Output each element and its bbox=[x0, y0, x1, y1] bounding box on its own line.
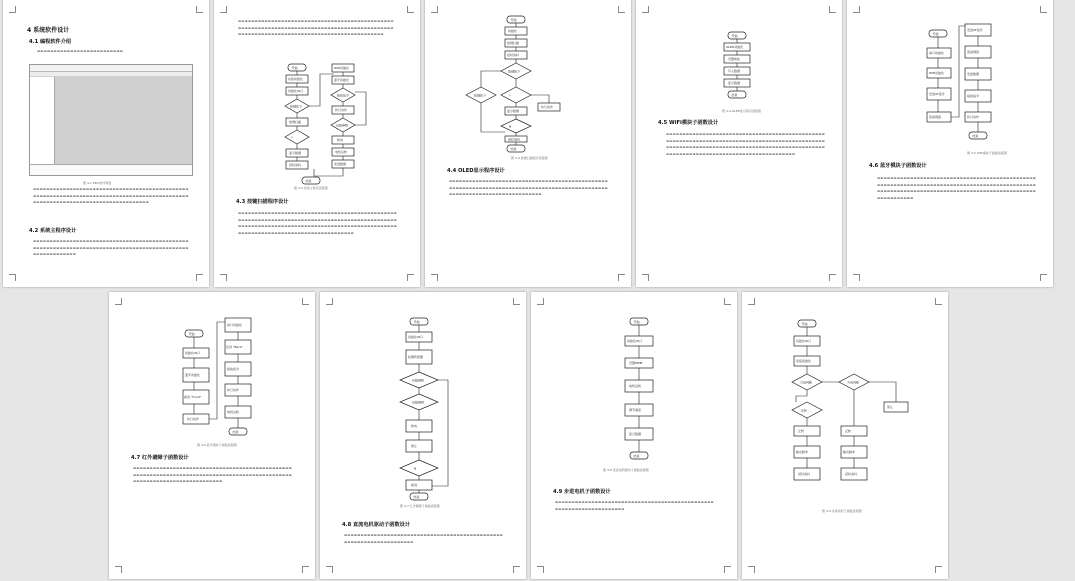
svg-text:开始: 开始 bbox=[801, 321, 808, 326]
svg-text:方向判断: 方向判断 bbox=[800, 380, 813, 385]
svg-text:执行动作: 执行动作 bbox=[335, 108, 348, 112]
body-text: ▬▬▬▬▬▬▬▬▬▬▬▬▬▬▬▬▬▬▬▬▬▬▬▬▬▬▬▬▬▬▬▬▬▬▬▬▬▬▬▬▬▬▬▬▬▬▬▬▬▬▬▬▬▬▬▬▬▬▬▬▬▬▬▬▬▬▬▬▬▬▬▬▬▬▬▬▬▬▬▬▬▬▬▬▬▬▬▬▬▬▬▬▬▬▬▬▬▬▬▬▬▬▬▬▬▬▬▬▬▬▬▬▬▬▬▬▬▬▬▬▬▬▬▬▬▬▬▬▬▬▬▬▬▬▬▬▬▬▬▬▬▬▬▬▬▬▬▬▬▬▬▬▬▬▬ bbox=[877, 176, 1036, 200]
body-text: ▬▬▬▬▬▬▬▬▬▬▬▬▬▬▬▬▬▬▬▬▬▬▬▬▬▬▬▬▬▬▬▬▬▬▬▬▬▬▬▬▬▬▬▬▬▬▬▬▬▬▬▬▬▬▬▬▬▬▬▬▬▬▬▬▬▬▬▬▬▬▬▬▬▬▬▬▬▬▬▬▬▬▬▬▬▬▬▬▬▬▬▬▬▬▬▬▬▬▬▬▬▬▬▬▬▬▬▬▬▬▬▬▬▬▬▬▬▬▬▬▬▬▬▬ bbox=[449, 179, 608, 197]
svg-text:结束: 结束 bbox=[413, 494, 420, 499]
section-heading: 4.6 蓝牙模块子函数设计 bbox=[869, 163, 927, 169]
document-page-7[interactable] bbox=[320, 292, 526, 579]
svg-text:显示数据: 显示数据 bbox=[507, 109, 520, 113]
crop-mark bbox=[196, 274, 203, 281]
body-text: ▬▬▬▬▬▬▬▬▬▬▬▬▬▬▬▬▬▬▬▬▬▬▬▬▬▬▬▬▬▬▬▬▬▬▬▬▬▬▬▬▬▬▬▬▬▬▬▬▬▬▬▬▬▬▬▬▬▬▬▬▬▬▬▬▬▬▬▬▬ bbox=[555, 500, 714, 511]
svg-text:系统初始化: 系统初始化 bbox=[796, 359, 812, 363]
svg-text:有障碍物: 有障碍物 bbox=[412, 400, 425, 405]
document-page-8[interactable] bbox=[531, 292, 737, 579]
svg-text:发送AT指令: 发送AT指令 bbox=[967, 28, 983, 32]
obstacle-flowchart bbox=[392, 316, 462, 502]
svg-text:开始: 开始 bbox=[188, 331, 195, 336]
document-page-1[interactable] bbox=[3, 0, 209, 287]
svg-text:初始化IO口: 初始化IO口 bbox=[288, 89, 304, 93]
figure-caption: 图 4-5 WiFi模块子函数流程图 bbox=[967, 151, 1007, 155]
svg-text:执行动作: 执行动作 bbox=[541, 105, 554, 109]
section-heading: 4.9 步进电机子函数设计 bbox=[553, 489, 611, 495]
svg-text:有障碍物: 有障碍物 bbox=[412, 378, 425, 383]
svg-text:执行动作: 执行动作 bbox=[967, 115, 980, 119]
document-page-2[interactable] bbox=[214, 0, 420, 287]
figure-caption: 图 4-3 按键扫描程序流程图 bbox=[511, 156, 548, 160]
svg-text:前进: 前进 bbox=[411, 483, 418, 487]
svg-text:连接网络: 连接网络 bbox=[967, 50, 980, 54]
svg-text:电机运转: 电机运转 bbox=[629, 384, 642, 388]
svg-text:显示数据: 显示数据 bbox=[289, 151, 302, 155]
section-heading: 4.3 按键扫描程序设计 bbox=[236, 199, 289, 205]
svg-text:电机运转: 电机运转 bbox=[227, 410, 240, 414]
svg-text:按键扫描: 按键扫描 bbox=[507, 41, 520, 45]
figure-caption: 图 4-6 蓝牙模块子函数流程图 bbox=[197, 443, 237, 447]
figure-caption: 图 4-2 系统主程序流程图 bbox=[294, 186, 328, 190]
svg-text:结束: 结束 bbox=[305, 178, 312, 183]
document-page-5[interactable] bbox=[847, 0, 1053, 287]
svg-text:初始化IO口: 初始化IO口 bbox=[185, 351, 201, 355]
svg-text:结束: 结束 bbox=[232, 429, 239, 434]
svg-text:反转: 反转 bbox=[845, 429, 852, 433]
body-text: ▬▬▬▬▬▬▬▬▬▬▬▬▬▬▬▬▬▬▬▬▬▬▬▬▬▬▬▬▬▬▬▬▬▬▬▬▬▬▬▬▬▬▬▬▬▬▬▬▬▬▬▬▬▬▬▬▬▬▬▬▬▬▬▬▬▬▬▬▬▬▬▬▬▬▬▬▬▬▬▬▬▬▬▬▬▬▬▬▬▬▬▬▬▬▬▬▬▬▬▬▬▬▬▬▬▬▬▬▬▬▬▬▬▬▬▬▬▬▬▬▬▬▬▬▬▬▬▬▬▬▬▬▬▬▬▬▬▬▬▬▬▬▬▬▬▬▬▬▬▬▬▬▬▬▬▬▬▬▬▬▬▬▬▬▬▬▬▬▬▬▬▬▬▬▬▬▬▬▬▬▬▬▬ bbox=[666, 132, 825, 156]
body-text: ▬▬▬▬▬▬▬▬▬▬▬▬▬▬▬▬▬▬▬▬▬▬▬▬▬▬▬▬▬▬▬▬▬▬▬▬▬▬▬▬▬▬▬▬▬▬▬▬▬▬▬▬▬▬▬▬▬▬▬▬▬▬▬▬▬▬▬▬▬ bbox=[344, 533, 503, 544]
svg-text:延时消抖: 延时消抖 bbox=[845, 472, 858, 476]
svg-text:停止: 停止 bbox=[411, 444, 418, 448]
svg-text:按键扫描: 按键扫描 bbox=[289, 120, 302, 124]
svg-text:OLED初始化: OLED初始化 bbox=[726, 45, 744, 49]
body-text: ▬▬▬▬▬▬▬▬▬▬▬▬▬▬▬▬▬▬▬▬▬▬▬▬▬▬▬▬▬▬▬▬▬▬▬▬▬▬▬▬▬▬▬▬▬▬▬▬▬▬▬▬▬▬▬▬▬▬▬▬▬▬▬▬▬▬▬▬▬▬▬▬▬▬▬▬▬▬▬▬▬▬▬▬▬▬▬▬▬▬▬▬▬▬▬▬▬▬▬▬▬▬▬▬▬▬▬▬▬▬▬▬▬▬▬▬▬▬▬▬▬▬▬▬▬▬▬▬▬▬▬▬▬▬▬▬▬▬ bbox=[238, 19, 394, 37]
svg-text:设置PWM: 设置PWM bbox=[629, 361, 643, 365]
svg-text:初始化: 初始化 bbox=[508, 29, 518, 33]
main-program-flowchart bbox=[274, 62, 374, 190]
svg-text:发送数据: 发送数据 bbox=[334, 162, 347, 166]
svg-text:WiFi初始化: WiFi初始化 bbox=[929, 71, 945, 75]
section-heading: 4.7 红外避障子函数设计 bbox=[131, 455, 189, 461]
svg-text:连接网络: 连接网络 bbox=[929, 115, 942, 119]
svg-text:方向判断: 方向判断 bbox=[847, 380, 860, 385]
svg-text:串口初始化: 串口初始化 bbox=[227, 323, 243, 327]
svg-text:执行动作: 执行动作 bbox=[187, 417, 200, 421]
svg-text:结束: 结束 bbox=[510, 146, 517, 151]
svg-text:延时消抖: 延时消抖 bbox=[289, 163, 302, 167]
section-heading: 4.1 编程软件介绍 bbox=[29, 39, 72, 45]
svg-text:初始化IO口: 初始化IO口 bbox=[627, 339, 643, 343]
crop-mark bbox=[196, 6, 203, 13]
body-text: ▬▬▬▬▬▬▬▬▬▬▬▬▬▬▬▬▬▬▬▬▬▬▬▬▬▬▬▬▬▬▬▬▬▬▬▬▬▬▬▬▬▬▬▬▬▬▬▬▬▬▬▬▬▬▬▬▬▬▬▬▬▬▬▬▬▬▬▬▬▬▬▬▬▬▬▬▬▬▬▬▬▬▬▬▬▬▬▬▬▬▬▬▬▬▬▬▬▬▬▬▬▬▬▬▬▬▬ bbox=[33, 239, 189, 257]
figure-caption: 图 4-8 直流电机驱动子函数流程图 bbox=[603, 468, 649, 472]
svg-text:串口初始化: 串口初始化 bbox=[929, 51, 945, 55]
svg-text:输出脉冲: 输出脉冲 bbox=[843, 450, 856, 454]
svg-text:写入数据: 写入数据 bbox=[728, 69, 741, 73]
svg-text:N: N bbox=[509, 124, 512, 129]
svg-text:有障碍物: 有障碍物 bbox=[336, 123, 349, 128]
section-heading: 4.2 系统主程序设计 bbox=[29, 228, 77, 234]
oled-flowchart bbox=[712, 30, 762, 106]
svg-text:开始: 开始 bbox=[510, 17, 517, 22]
svg-text:结束: 结束 bbox=[972, 133, 979, 138]
figure-caption: 图 4-1 KEIL软件界面 bbox=[83, 181, 112, 185]
svg-text:Y: Y bbox=[291, 135, 293, 140]
svg-text:显示数据: 显示数据 bbox=[728, 81, 741, 85]
svg-text:正转: 正转 bbox=[798, 429, 805, 433]
svg-text:电机运转: 电机运转 bbox=[335, 150, 348, 154]
key-scan-flowchart bbox=[451, 14, 571, 154]
svg-text:设置地址: 设置地址 bbox=[728, 57, 741, 61]
section-heading: 4.8 直流电机驱动子函数设计 bbox=[342, 522, 411, 528]
svg-text:延时消抖: 延时消抖 bbox=[508, 137, 521, 142]
svg-text:调节速度: 调节速度 bbox=[629, 408, 642, 412]
svg-text:按键按下: 按键按下 bbox=[508, 69, 521, 74]
svg-text:后退 "Back": 后退 "Back" bbox=[226, 345, 243, 349]
svg-text:转向: 转向 bbox=[337, 138, 344, 142]
svg-text:初始化IO口: 初始化IO口 bbox=[796, 339, 812, 343]
figure-caption: 图 4-7 红外避障子函数流程图 bbox=[400, 504, 440, 508]
document-page-3[interactable] bbox=[425, 0, 631, 287]
svg-text:按键按下: 按键按下 bbox=[290, 104, 303, 109]
body-text: ▬▬▬▬▬▬▬▬▬▬▬▬▬▬▬▬▬▬▬▬▬▬▬▬▬▬▬▬▬▬▬▬▬▬▬▬▬▬▬▬▬▬▬▬▬▬▬▬▬▬▬▬▬▬▬▬▬▬▬▬▬▬▬▬▬▬▬▬▬▬▬▬▬▬▬▬▬▬▬▬▬▬▬▬▬▬▬▬▬▬▬▬▬▬▬▬▬▬▬▬▬▬▬▬▬▬▬▬▬▬▬▬▬▬▬▬▬▬▬▬▬▬▬▬▬▬▬▬▬ bbox=[33, 187, 189, 205]
svg-text:开始: 开始 bbox=[633, 319, 640, 324]
svg-text:正转: 正转 bbox=[801, 408, 808, 413]
body-text: ▬▬▬▬▬▬▬▬▬▬▬▬▬▬▬▬▬▬▬▬▬▬▬▬▬▬ bbox=[37, 49, 124, 53]
svg-text:结束: 结束 bbox=[731, 92, 738, 97]
document-page-4[interactable] bbox=[636, 0, 842, 287]
stepper-flowchart bbox=[786, 316, 916, 496]
svg-text:接收指令: 接收指令 bbox=[967, 94, 980, 98]
svg-text:蓝牙初始化: 蓝牙初始化 bbox=[185, 373, 201, 377]
svg-text:N: N bbox=[414, 466, 417, 471]
body-text: ▬▬▬▬▬▬▬▬▬▬▬▬▬▬▬▬▬▬▬▬▬▬▬▬▬▬▬▬▬▬▬▬▬▬▬▬▬▬▬▬▬▬▬▬▬▬▬▬▬▬▬▬▬▬▬▬▬▬▬▬▬▬▬▬▬▬▬▬▬▬▬▬▬▬▬▬▬▬▬▬▬▬▬▬▬▬▬▬▬▬▬▬▬▬▬▬▬▬▬▬▬▬▬▬▬▬▬▬▬▬▬▬▬▬▬▬▬▬▬▬▬▬▬▬▬▬▬▬▬▬▬▬▬▬▬▬▬▬▬▬▬▬▬▬▬▬▬▬▬▬▬▬▬▬▬▬▬▬▬▬▬▬▬▬▬▬▬▬▬▬▬▬▬▬▬▬▬▬▬ bbox=[238, 211, 397, 235]
svg-text:WiFi初始化: WiFi初始化 bbox=[334, 66, 350, 70]
svg-text:接收指令: 接收指令 bbox=[337, 93, 350, 98]
svg-text:开始: 开始 bbox=[932, 31, 939, 36]
section-heading: 4.5 WiFi模块子函数设计 bbox=[658, 120, 719, 126]
svg-text:Y: Y bbox=[509, 93, 511, 98]
body-text: ▬▬▬▬▬▬▬▬▬▬▬▬▬▬▬▬▬▬▬▬▬▬▬▬▬▬▬▬▬▬▬▬▬▬▬▬▬▬▬▬▬▬▬▬▬▬▬▬▬▬▬▬▬▬▬▬▬▬▬▬▬▬▬▬▬▬▬▬▬▬▬▬▬▬▬▬▬▬▬▬▬▬▬▬▬▬▬▬▬▬▬▬▬▬▬▬▬▬▬▬▬▬▬▬▬▬▬▬▬▬▬▬▬▬▬▬▬▬▬▬▬▬▬ bbox=[133, 466, 292, 484]
svg-text:开始: 开始 bbox=[413, 319, 420, 324]
svg-text:蓝牙初始化: 蓝牙初始化 bbox=[334, 78, 350, 82]
bluetooth-flowchart bbox=[181, 318, 261, 448]
svg-text:延时消抖: 延时消抖 bbox=[798, 472, 811, 476]
svg-text:开始: 开始 bbox=[291, 65, 298, 70]
svg-text:发送AT指令: 发送AT指令 bbox=[929, 92, 945, 96]
dc-motor-flowchart bbox=[619, 316, 659, 466]
chapter-heading: 4 系统软件设计 bbox=[27, 27, 70, 34]
svg-text:系统初始化: 系统初始化 bbox=[288, 77, 304, 81]
svg-text:停止: 停止 bbox=[887, 405, 894, 409]
document-page-6[interactable] bbox=[109, 292, 315, 579]
svg-text:输出脉冲: 输出脉冲 bbox=[796, 450, 809, 454]
crop-mark bbox=[9, 274, 16, 281]
svg-text:前进 "Front": 前进 "Front" bbox=[184, 395, 202, 399]
svg-text:初始化IO口: 初始化IO口 bbox=[408, 335, 424, 339]
svg-text:显示数据: 显示数据 bbox=[629, 432, 642, 436]
svg-text:执行动作: 执行动作 bbox=[227, 388, 240, 392]
svg-text:结束: 结束 bbox=[633, 453, 640, 458]
svg-text:检测传感器: 检测传感器 bbox=[408, 355, 424, 359]
svg-text:开始: 开始 bbox=[731, 33, 738, 38]
figure-caption: 图 4-4 OLED显示程序流程图 bbox=[722, 109, 762, 113]
svg-text:延时消抖: 延时消抖 bbox=[507, 53, 520, 57]
document-page-9[interactable] bbox=[742, 292, 948, 579]
svg-text:发送数据: 发送数据 bbox=[967, 72, 980, 76]
svg-text:接收指令: 接收指令 bbox=[227, 367, 240, 371]
svg-text:转向: 转向 bbox=[411, 424, 418, 428]
wifi-flowchart bbox=[925, 22, 1005, 152]
software-screenshot bbox=[29, 64, 193, 176]
svg-text:按键按下: 按键按下 bbox=[474, 93, 487, 98]
section-heading: 4.4 OLED显示程序设计 bbox=[447, 168, 505, 174]
figure-caption: 图 4-9 步进电机子函数流程图 bbox=[822, 509, 862, 513]
crop-mark bbox=[9, 6, 16, 13]
